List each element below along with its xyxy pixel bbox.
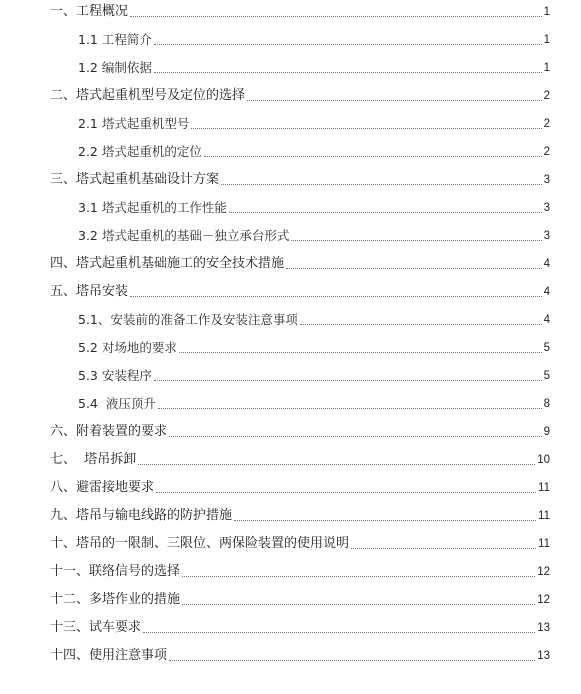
toc-entry[interactable] (50, 252, 550, 272)
toc-dot-leader (169, 436, 542, 437)
toc-entry-title: 十四、使用注意事项 (50, 648, 168, 663)
toc-entry-title: 十一、联络信号的选择 (50, 564, 181, 579)
toc-dot-leader (169, 660, 535, 661)
toc-entry[interactable] (50, 532, 550, 552)
toc-entry[interactable] (78, 336, 550, 356)
toc-entry[interactable] (50, 280, 550, 300)
toc-page-number: 5 (543, 370, 550, 382)
toc-entry[interactable] (50, 476, 550, 496)
toc-dot-leader (291, 240, 541, 241)
toc-dot-leader (158, 408, 542, 409)
toc-page-number: 5 (543, 342, 550, 354)
toc-entry[interactable] (78, 392, 550, 412)
toc-dot-leader (300, 324, 542, 325)
toc-entry[interactable] (50, 616, 550, 636)
toc-dot-leader (351, 548, 536, 549)
toc-dot-leader (247, 100, 542, 101)
toc-entry-title: 5.3 安装程序 (78, 368, 152, 383)
toc-entry-title: 十二、多塔作业的措施 (50, 592, 181, 607)
toc-entry[interactable] (50, 0, 550, 20)
toc-entry[interactable] (78, 196, 550, 216)
toc-page-number: 11 (538, 538, 550, 550)
toc-entry[interactable] (78, 56, 550, 76)
toc-dot-leader (191, 128, 541, 129)
toc-dot-leader (234, 520, 536, 521)
toc-page-number: 3 (543, 174, 550, 186)
toc-entry-title: 一、工程概况 (50, 4, 129, 19)
toc-entry-title: 八、避雷接地要求 (50, 480, 155, 495)
toc-entry[interactable] (50, 504, 550, 524)
toc-entry-title: 十三、试车要求 (50, 620, 142, 635)
toc-dot-leader (204, 156, 542, 157)
toc-entry[interactable] (50, 644, 550, 664)
toc-dot-leader (229, 212, 542, 213)
toc-dot-leader (156, 492, 536, 493)
toc-entry[interactable] (78, 308, 550, 328)
toc-page-number: 2 (543, 118, 550, 130)
toc-entry-title: 1.1 工程简介 (78, 32, 152, 47)
toc-entry-title: 三、塔式起重机基础设计方案 (50, 172, 220, 187)
toc-page-number: 11 (538, 510, 550, 522)
toc-entry[interactable] (78, 364, 550, 384)
toc-page-number: 9 (543, 426, 550, 438)
toc-page-number: 1 (543, 62, 550, 74)
toc-dot-leader (182, 604, 535, 605)
toc-entry[interactable] (50, 168, 550, 188)
toc-page-number: 2 (543, 90, 550, 102)
toc-page-number: 12 (537, 566, 550, 578)
toc-entry[interactable] (50, 420, 550, 440)
toc-page-number: 12 (537, 594, 550, 606)
toc-page-number: 1 (543, 6, 550, 18)
toc-entry[interactable] (78, 140, 550, 160)
toc-page-number: 3 (543, 230, 550, 242)
toc-entry-title: 3.1 塔式起重机的工作性能 (78, 200, 227, 215)
toc-dot-leader (130, 16, 542, 17)
toc-page-number: 1 (543, 34, 550, 46)
toc-entry-title: 5.4 液压顶升 (78, 396, 156, 411)
toc-entry-title: 九、塔吊与输电线路的防护措施 (50, 508, 233, 523)
toc-entry-title: 2.1 塔式起重机型号 (78, 116, 190, 131)
toc-entry-title: 5.2 对场地的要求 (78, 340, 177, 355)
toc-page-number: 4 (543, 286, 550, 298)
toc-dot-leader (143, 632, 535, 633)
toc-page-number: 2 (543, 146, 550, 158)
toc-entry-title: 六、附着装置的要求 (50, 424, 168, 439)
toc-page-number: 11 (538, 482, 550, 494)
toc-dot-leader (130, 296, 542, 297)
toc-dot-leader (154, 44, 542, 45)
toc-dot-leader (138, 464, 535, 465)
toc-entry-title: 5.1、安装前的准备工作及安装注意事项 (78, 312, 298, 327)
toc-entry-title: 四、塔式起重机基础施工的安全技术措施 (50, 256, 285, 271)
toc-entry[interactable] (50, 448, 550, 468)
toc-page-number: 4 (543, 314, 550, 326)
toc-entry[interactable] (50, 84, 550, 104)
toc-page-number: 4 (543, 258, 550, 270)
toc-page-number: 10 (537, 454, 550, 466)
toc-entry[interactable] (78, 28, 550, 48)
toc-dot-leader (154, 72, 542, 73)
toc-entry-title: 十、塔吊的一限制、三限位、两保险装置的使用说明 (50, 536, 350, 551)
toc-entry-title: 1.2 编制依据 (78, 60, 152, 75)
toc-entry[interactable] (50, 588, 550, 608)
toc-page-number: 8 (543, 398, 550, 410)
toc-dot-leader (221, 184, 542, 185)
toc-entry-title: 二、塔式起重机型号及定位的选择 (50, 88, 246, 103)
toc-entry-title: 3.2 塔式起重机的基础－独立承台形式 (78, 228, 290, 243)
toc-entry[interactable] (78, 224, 550, 244)
toc-entry[interactable] (78, 112, 550, 132)
toc-page-number: 3 (543, 202, 550, 214)
toc-dot-leader (182, 576, 535, 577)
toc-entry-title: 七、 塔吊拆卸 (50, 452, 137, 467)
toc-entry-title: 五、塔吊安装 (50, 284, 129, 299)
toc-dot-leader (154, 380, 542, 381)
toc-dot-leader (179, 352, 542, 353)
toc-page-number: 13 (537, 622, 550, 634)
toc-dot-leader (286, 268, 542, 269)
toc-page-number: 13 (537, 650, 550, 662)
toc-entry[interactable] (50, 560, 550, 580)
toc-entry-title: 2.2 塔式起重机的定位 (78, 144, 202, 159)
